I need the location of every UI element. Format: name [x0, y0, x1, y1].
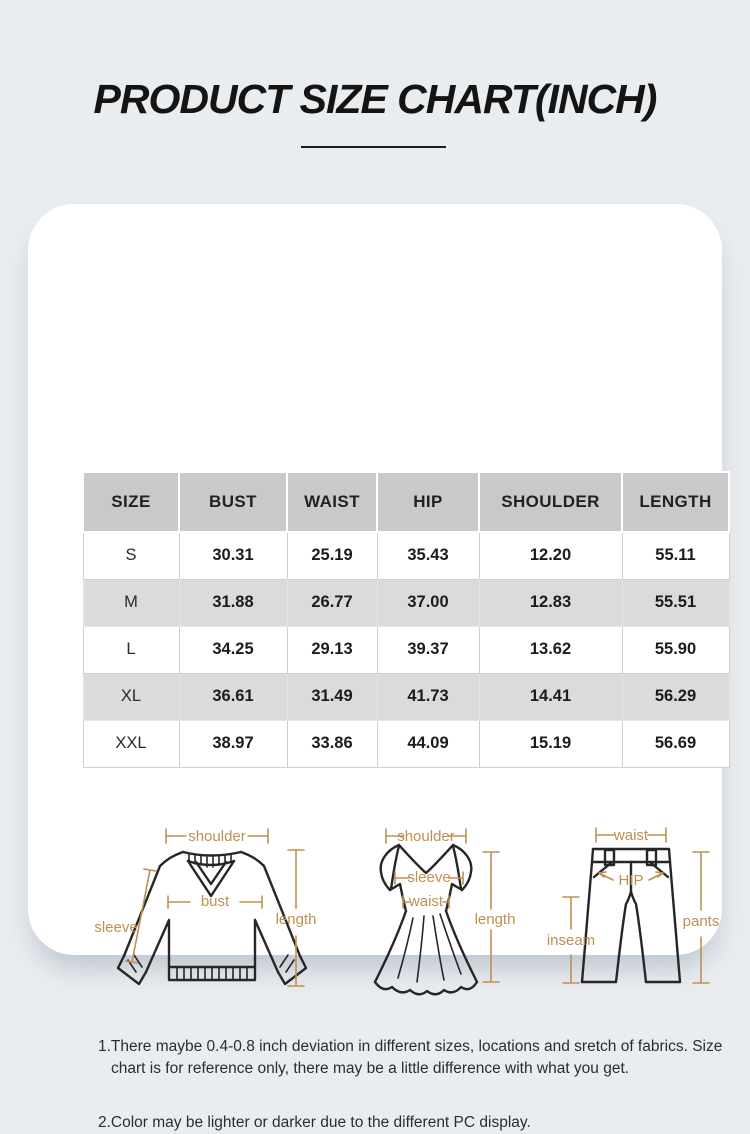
content-card	[28, 204, 723, 1131]
sweater-sleeve-label: sleeve	[94, 919, 138, 936]
measurement-cell: 25.19	[287, 532, 377, 579]
table-row-xxl	[83, 720, 729, 767]
pants-diagram	[543, 816, 733, 1008]
measurement-cell: 30.31	[179, 532, 287, 579]
sweater-bust-label: bust	[200, 893, 230, 910]
pants-hip-label: HIP	[618, 872, 644, 889]
dress-diagram	[353, 816, 538, 1008]
dress-waist-label: waist	[408, 893, 444, 910]
column-header-waist: WAIST	[287, 472, 377, 532]
measurement-cell: 12.83	[479, 579, 622, 626]
sweater-length-label: length	[275, 911, 317, 928]
measurement-cell: 39.37	[377, 626, 479, 673]
measurement-cell: 38.97	[179, 720, 287, 767]
table-row-s	[83, 532, 729, 579]
column-header-shoulder: SHOULDER	[479, 472, 622, 532]
measurement-cell: 37.00	[377, 579, 479, 626]
dress-sleeve-label: sleeve	[407, 869, 451, 886]
measurement-cell: 55.90	[622, 626, 729, 673]
measurement-cell: 12.20	[479, 532, 622, 579]
measurement-cell: 35.43	[377, 532, 479, 579]
footnote-deviation: 1.There maybe 0.4-0.8 inch deviation in different sizes, locations and sretch of fabrics. Size chart is for reference only, there may be a little difference with what you get.	[98, 1038, 723, 1077]
footnotes	[98, 1036, 726, 1134]
measurement-cell: 44.09	[377, 720, 479, 767]
column-header-bust: BUST	[179, 472, 287, 532]
dress-length-label: length	[474, 911, 516, 928]
measurement-cell: 31.49	[287, 673, 377, 720]
page-title: PRODUCT SIZE CHART(INCH)	[93, 76, 657, 122]
measurement-cell: 56.29	[622, 673, 729, 720]
footnote-color: 2.Color may be lighter or darker due to the different PC display.	[98, 1114, 531, 1131]
size-cell: M	[83, 579, 179, 626]
measurement-cell: 56.69	[622, 720, 729, 767]
measurement-cell: 15.19	[479, 720, 622, 767]
dress-shoulder-label: shoulder	[397, 828, 455, 845]
measurement-cell: 29.13	[287, 626, 377, 673]
sweater-diagram	[88, 816, 333, 1008]
measurement-cell: 14.41	[479, 673, 622, 720]
size-cell: XL	[83, 673, 179, 720]
table-row-xl	[83, 673, 729, 720]
size-cell: L	[83, 626, 179, 673]
measurement-cell: 33.86	[287, 720, 377, 767]
table-row-l	[83, 626, 729, 673]
sweater-shoulder-label: shoulder	[188, 828, 246, 845]
title-underline	[301, 146, 446, 148]
pants-waist-label: waist	[613, 827, 649, 844]
column-header-size: SIZE	[83, 472, 179, 532]
column-header-hip: HIP	[377, 472, 479, 532]
measurement-cell: 55.51	[622, 579, 729, 626]
size-table-body	[83, 532, 729, 767]
measurement-cell: 36.61	[179, 673, 287, 720]
measurement-cell: 26.77	[287, 579, 377, 626]
column-header-length: LENGTH	[622, 472, 729, 532]
measurement-cell: 55.11	[622, 532, 729, 579]
size-cell: S	[83, 532, 179, 579]
size-cell: XXL	[83, 720, 179, 767]
measurement-cell: 31.88	[179, 579, 287, 626]
measurement-cell: 34.25	[179, 626, 287, 673]
pants-inseam-label: inseam	[546, 932, 596, 949]
pants-length-label: pants	[682, 913, 720, 930]
table-row-m	[83, 579, 729, 626]
measurement-cell: 41.73	[377, 673, 479, 720]
measurement-cell: 13.62	[479, 626, 622, 673]
size-chart-table	[82, 471, 730, 768]
size-table-header-row	[83, 472, 729, 532]
